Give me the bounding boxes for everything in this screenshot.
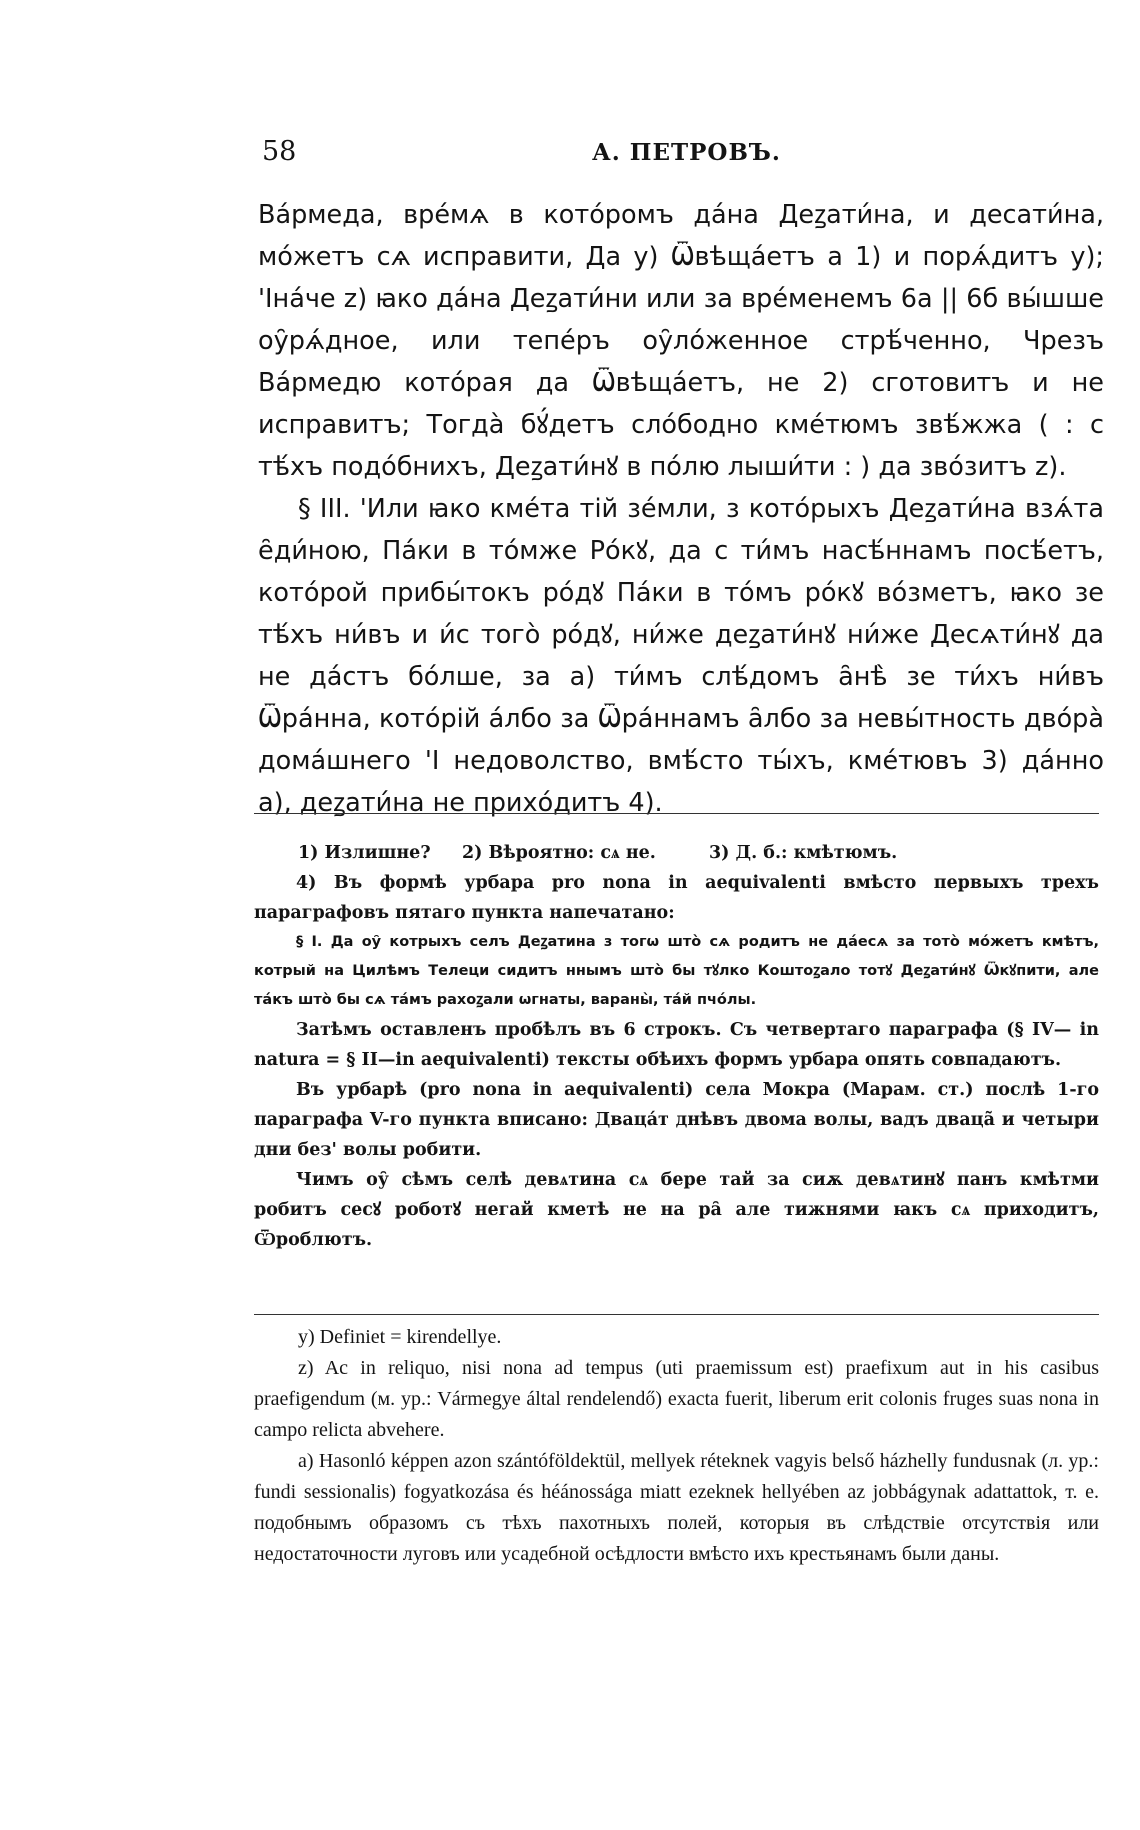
footnote-divider-2 bbox=[254, 1314, 1099, 1315]
page-number: 58 bbox=[262, 136, 297, 167]
footnote-4-intro: 4) Въ формѣ урбара pro nona in aequivalenti вмѣсто первыхъ трехъ параграфовъ пятаго пункта напечатано: bbox=[254, 873, 1099, 923]
footnote-a: a) Hasonló képpen azon szántóföldektül, mellyek réteknek vagyis belső házhelly fundusnak (л. ур.: fundi sessionalis) fogyatkozása és héánossága miatt ezeknek hellyében az jobbágynak adattattok, т. е. подобнымъ образомъ съ тѣхъ пахотныхъ полей, которыя въ слѣдствіе отсутствія или недостаточности луговъ или усадебной осѣдлости вмѣсто ихъ крестьянамъ были даны. bbox=[254, 1450, 1099, 1565]
editor-footnotes bbox=[254, 838, 1099, 1255]
page-header bbox=[262, 136, 1058, 176]
main-paragraph: Ва́рмеда, вре́мѧ в кото́ромъ да́на Деꙁати́на, и десати́на, мо́жетъ сѧ исправити, Да у) Ѿвѣща́етъ а 1) и порѧ́дитъ у); 'Іна́че z) ꙗко да́на Деꙁати́ни или за вре́менемъ 6а || 6б вы́шше оу̑рѧ́дное, или тепе́ръ оу̑ло́женное стрѣ́ченно, Чрезъ Ва́рмедю кото́рая да Ѿвѣща́етъ, не 2) сготовитъ и не исправитъ; Тогда̀ бꙋ́детъ сло́бодно кме́тюмъ звѣ́жжа ( : с тѣ́хъ подо́бнихъ, Деꙁати́нꙋ в по́лю лыши́ти : ) да зво́зитъ z). bbox=[258, 200, 1104, 482]
latin-footnotes bbox=[254, 1322, 1099, 1570]
footnote-4-mokra: Въ урбарѣ (pro nona in aequivalenti) села Мокра (Марам. ст.) послѣ 1-го параграфа V-го пункта вписано: Дваца́т днѣвъ двома волы, вадъ дваца̃ и четыри дни без' волы робити. bbox=[254, 1080, 1099, 1160]
footnote-1: 1) Излишне? bbox=[298, 843, 431, 863]
footnote-z: z) Ac in reliquo, nisi nona ad tempus (uti praemissum est) praefixum aut in his casibus praefigendum (м. ур.: Vármegye által rendelendő) exacta fuerit, liberum erit colonis fruges suas nona in campo relicta abvehere. bbox=[254, 1357, 1099, 1441]
footnote-refs-line bbox=[254, 838, 1099, 868]
footnote-4-quote: § I. Да оу̑ котрыхъ селъ Деꙁатина з тогѡ што̀ сѧ родитъ не да́есѧ за тото̀ мо́жетъ кмѣтъ, котрый на Цилѣмъ Телеци сидитъ ннымъ што̀ бы тꙋлко Коштоꙁало тотꙋ Деꙁати́нꙋ Ѿкꙋпити, але та́къ што̀ бы сѧ та́мъ рахоꙁали ѡгнаты, вараны̀, та́й пчо́лы. bbox=[254, 934, 1099, 1008]
main-paragraph: § III. 'Или ꙗко кме́та тій зе́мли, з кото́рыхъ Деꙁати́на взѧ́та е̑ди́ною, Па́ки в то́мже Ро́кꙋ, да с ти́мъ насѣ́ннамъ посѣ́етъ, кото́рой прибы́токъ ро́дꙋ Па́ки в то́мъ ро́кꙋ во́зметъ, ꙗко зе тѣ́хъ ни́въ и и́с того̀ ро́дꙋ, ни́же деꙁати́нꙋ ни́же Десѧти́нꙋ да не да́стъ бо́лше, за а) ти́мъ слѣ́домъ а̑нѣ̀ зе ти́хъ ни́въ Ѿра́нна, кото́рій а́лбо за Ѿра́ннамъ а̑лбо за невы́тность дво́ра̀ дома́шнего 'І недоволство, вмѣ́сто ты́хъ, кме́тювъ 3) да́нно а), деꙁати́на не прихо́дитъ 4). bbox=[258, 494, 1104, 818]
footnote-3: 3) Д. б.: кмѣтюмъ. bbox=[709, 843, 898, 863]
footnote-4-after: Затѣмъ оставленъ пробѣлъ въ 6 строкъ. Съ четвертаго параграфа (§ IV— in natura = § II—in aequivalenti) тексты обѣихъ формъ урбара опять совпадаютъ. bbox=[254, 1020, 1099, 1070]
footnote-4-quote2: Чимъ оу̑ сѣмъ селѣ девѧтина сѧ бере тай за сиѫ девѧтинꙋ панъ кмѣтми робитъ сесꙋ роботꙋ негай кметѣ не на ра̑ але тижнями ꙗкъ сѧ приходитъ, Ѿроблютъ. bbox=[254, 1170, 1099, 1250]
footnote-y: y) Definiet = kirendellye. bbox=[298, 1326, 502, 1348]
footnote-divider bbox=[254, 813, 1099, 814]
main-text bbox=[258, 194, 1104, 824]
running-title: А. ПЕТРОВЪ. bbox=[592, 139, 781, 166]
footnote-2: 2) Вѣроятно: сѧ не. bbox=[462, 843, 656, 863]
